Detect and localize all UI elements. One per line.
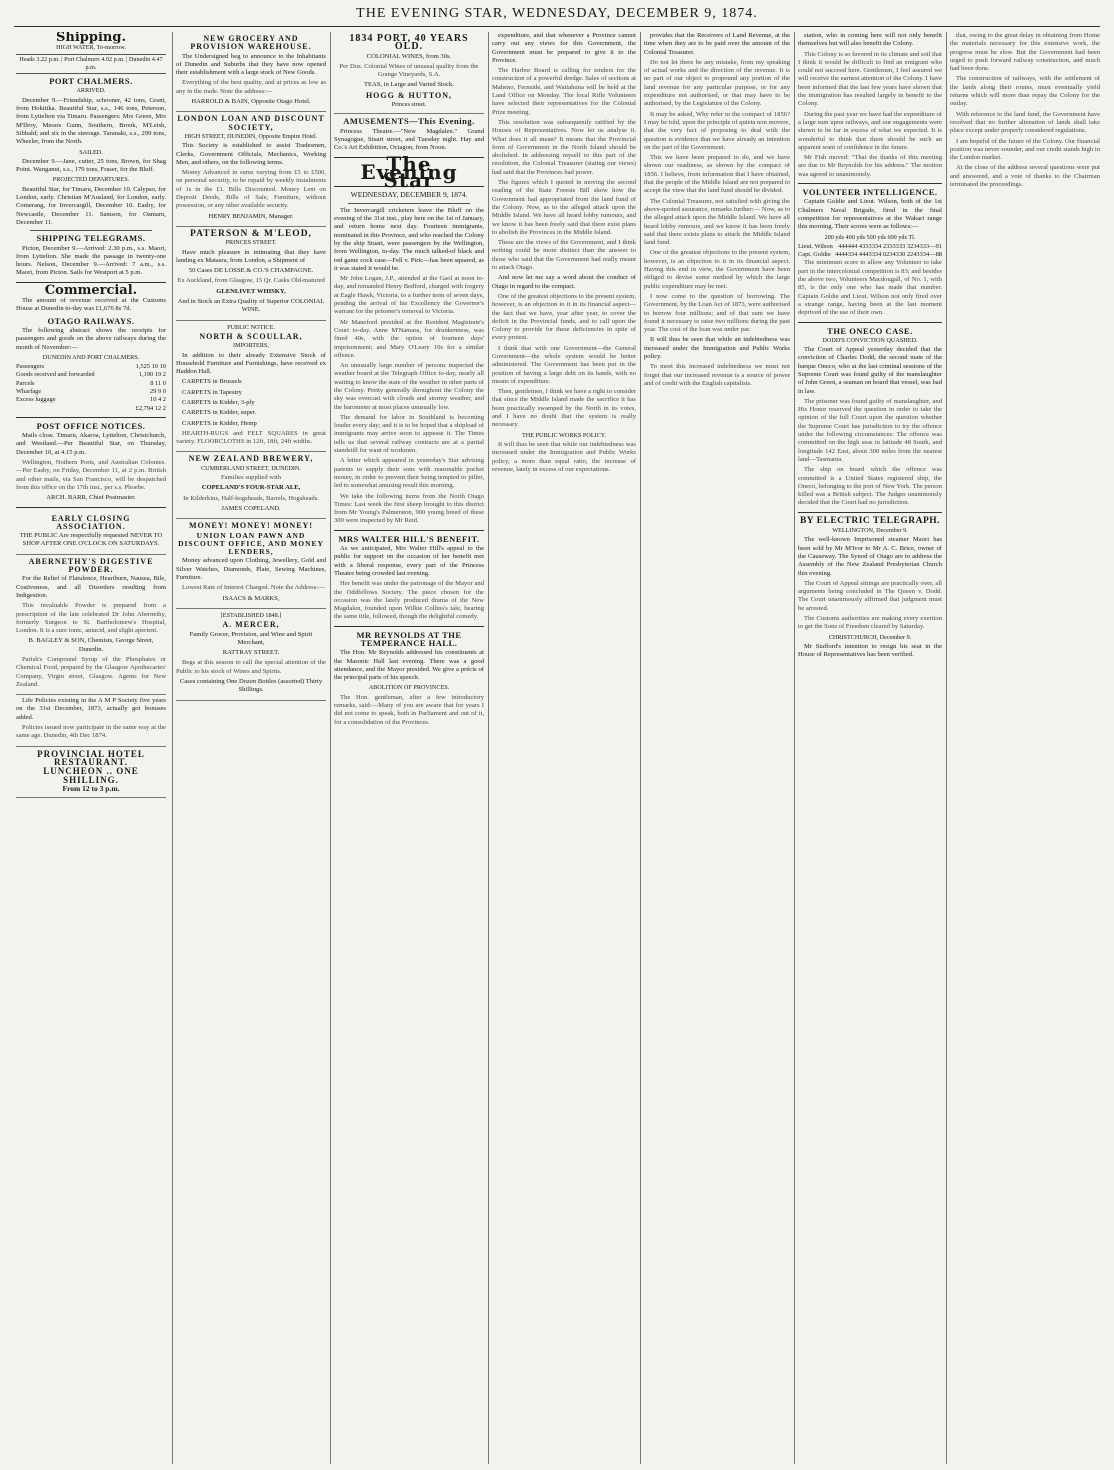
post-office-text: Mails close. Timaru, Akaroa, Lyttelton, Christchurch, and Westland.—Per Beautiful Star, on Thursday, December 10, at 4.15 p.m. <box>16 432 166 456</box>
railway-receipts-table <box>16 363 166 413</box>
otago-railways-text: The following abstract shows the receipts for passengers and goods on the above railways during the month of November:— <box>16 326 166 351</box>
oneco-subheading: DODD'S CONVICTION QUASHED. <box>822 336 918 344</box>
christchurch-dateline: CHRISTCHURCH, December 9. <box>828 633 912 641</box>
table-row: Parcels 8 11 0 <box>16 379 166 387</box>
reynolds-text: The Hon. Mr Reynolds addressed his constituents at the Masonic Hall last evening. There was a good attendance, and the Mayor presided. We give a précis of the principal parts of his speech. <box>334 649 484 682</box>
oneco-heading: THE ONECO CASE. <box>827 325 913 336</box>
port-chalmers-heading: PORT CHALMERS. <box>49 76 133 87</box>
ad-union-loan: MONEY! MONEY! MONEY! UNION LOAN PAWN AND DISCOUNT OFFICE, AND MONEY LENDERS, Money advanced upon Clothing, Jewellery, Gold and Silver Watches, Diamonds, Plate, Sewing Machines, Furniture. Lowest Rate of Interest Charged. Note the Address:— ISAACS & MARKS, <box>176 519 326 609</box>
table-row: Excess luggage 10 4 2 <box>16 396 166 404</box>
score-table <box>798 243 942 260</box>
column-speech-1: expenditure, and that whenever a Province cannot carry out any views for this Government, the Government must be prepared to give it to the Province. The Harbor Board is calling for tenders for the construction of a powerful dredge. Sales of sections at Maheno, Fernside, and Waitahuna will be held at the Land Office on Monday. The local Rifle Volunteers have selected their representatives for the Colonial Prize meeting. This resolution was subsequently ratified by the Houses of Representatives. Now let us analyse it. What does it all mean? It means that the Provincial form of Government in the North Island should be abolished. In addressing myself to this part of the resolution, the Colonial Treasurer (stating our views) had said that the Provinces had power. The figures which I quoted in moving the second reading of the State Forests Bill show how the Government had appropriated from the land fund of the Colony. Now, as to the alleged attack upon the Middle Island. We have all heard lobby rumours, and we know it has been freely said that there exist plans to abolish the Provinces in the Middle Island. These are the views of the Government, and I think nothing could be more distinct than the answer to those who said that the Government had really meant to attack Otago. And now let me say a word about the conduct of Otago in regard to the compact. One of the greatest objections to the present system, however, is an objection to it in its financial aspect—the fact that we have, year after year, to cover the deficit in the Provincial funds, and to call upon the Colony to provide for these deficiencies in spite of every protest. I think that with one Government—the General Government—the whole system would be better administered. The Government has been put in the position of having a large debt on its hands, with no means of expenditure. Then, gentlemen, I think we have a right to consider that since the Middle Island made the sacrifice it has been practically swamped by the North in its votes, and I have no doubt that the system is really necessary. THE PUBLIC WORKS POLICY. It will thus be seen that while our indebtedness was increased under the Immigration and Public Works policy, a more than equal ratio, the increase of revenue, lately in excess of our expectations. <box>492 32 636 473</box>
ad-mercer: [ESTABLISHED 1848.] A. MERCER, Family Grocer, Provision, and Wine and Spirit Merchant, RATTRAY STREET. Begs at this season to call the special attention of the Public to his stock of Wines and Spirits. Cases containing One Dozen Bottles (assorted) Thirty Shillings. <box>176 609 326 701</box>
amusements-heading: AMUSEMENTS—This Evening. <box>343 116 475 127</box>
column-rule <box>946 32 947 1464</box>
otago-section-heading: DUNEDIN AND PORT CHALMERS. <box>42 353 140 361</box>
arrived-heading: ARRIVED. <box>76 87 106 95</box>
masthead-rule <box>14 26 1100 27</box>
column-leader: 1834 PORT, 40 YEARS OLD. COLONIAL WINES, from 30s. Per Doz. Colonial Wines of unusual quality from the Grange Vineyards, S.A. TEAS, in Large and Varied Stock. HOGG & HUTTON, Princes street. AMUSEMENTS—This Evening. Princess Theatre.—"New Magdalen." Grand Synagogue, Stuart street, and Tuesday night. Hay and Co.'s Art Exhibition, Octagon, from Noon. The Evening Star WEDNESDAY, DECEMBER 9, 1874. The Invercargill cricketers leave the Bluff on the evening of the 31st inst., play here on the 1st of January, and return home next day. Fourteen immigrants, nominated in this Province, and who reached the Colony by the ship Stuart, were passengers by the Wellington, from Wellington, to-day. The much talked-of black and red game cock case—Fell v. Piric—has been squared, as it was stated it would be. Mr John Logan, J.P., attended at the Gaol at noon to-day, and remanded Henry Bedford, charged with forgery at Eagle Hawk, Victoria, to a further term of seven days, pending the arrival of his Excellency the Governor's warrant for the prisoner's removal to Victoria. Mr Maneford presided at the Resident Magistrate's Court to-day. Anne M'Namara, for drunkenness, was fined 40s, with the option of fourteen days' imprisonment; and Mary O'Leary 10s for a similar offence. An unusually large number of persons inspected the weather board at the Telegraph Office to-day, nearly all waiting to know the state of the weather in other parts of the Colony. Pretty generally throughout the Colony the sky was overcast with clouds and stormy weather, and the barometer at most places unusually low. The demand for labor in Southland is becoming louder every day; and it is to be hoped that a shipload of immigrants may arrive soon to appease it. The Times tells us that several railway contracts are at a partial standstill for want of workmen. A letter which appeared in yesterday's Star advising parents to supply their sons with reasonable pocket money, in order to prevent their being tempted to pilfer, led to somewhat amusing result this morning. We take the following items from the North Otago Times: Last week the first sheep brought to this district from Mr Young's Palmerston, 900 young breed of these 300 were inspected by Mr Reid. MRS WALTER HILL'S BENEFIT. As we anticipated, Mrs Walter Hill's appeal to the public for support on the occasion of her benefit met with a liberal response, every part of the Princess Theatre being crowded last evening. Her benefit was under the patronage of the Mayor and the Oddfellows Society. The piece chosen for the occasion was the lately produced drama of the New Magdalen, founded upon Wilkie Collins's tale, bearing the same title, followed, though the delightful comedy. MR REYNOLDS AT THE TEMPERANCE HALL. The Hon. Mr Reynolds addressed his constituents at the Masonic Hall last evening. There was a good attendance, and the Mayor presided. We give a précis of the principal parts of his speech. ABOLITION OF PROVINCES. The Hon. gentleman, after a few introductory remarks, said:—Many of you are aware that for years I did not come to speak, both in Parliament and out of it, for a consolidation of the Provinces. <box>334 33 484 726</box>
public-works-heading: THE PUBLIC WORKS POLICY. <box>522 431 606 439</box>
post-office-heading: POST OFFICE NOTICES. <box>36 420 146 431</box>
column-shipping: Shipping. HIGH WATER, To-morrow. Heads 3.22 p.m. | Port Chalmers 4.02 p.m. | Dunedin 4.47 p.m. PORT CHALMERS. ARRIVED. December 9.—Friendship, schooner, 42 tons, Grant, from Hokitika. Beautiful Star, s.s., 146 tons, Peterson, from Lyttelton via Timaru. Passengers: Mrs Green, Mrs M'Ilroy, Messrs Gunn, Southern, Brook, M'Leish, Sibbald; and six in the steerage. Taranaki, s.s., 299 tons, Wheeler, from the North. SAILED. December 9.—Jane, cutter, 25 tons, Brown, for Shag Point. Wanganui, s.s., 179 tons, Fraser, for the Bluff. PROJECTED DEPARTURES. Beautiful Star, for Timaru, December 10. Calypso, for London, early. Christian M'Ausland, for London, early. Comerang, for Invercargill, December 10. Easby, for Newcastle, December 11. Samson, for Oamaru, December 11. SHIPPING TELEGRAMS. Picton, December 9.—Arrived: 2.30 p.m., s.s. Maori, from Lyttelton. She made the passage in twenty-one hours. Nelson, December 9.—Arrived: 7 a.m., s.s. Maori, from Picton. Sails for Westport at 5 p.m. Commercial. The amount of revenue received at the Customs House at Dunedin to-day was £1,676 8s 7d. OTAGO RAILWAYS. The following abstract shows the receipts for passengers and goods on the above railways during the month of November:— DUNEDIN AND PORT CHALMERS. Passengers 1,525 10 10 Goods received and forwarded 1,190 19 2 Parcels 8 11 0 Wharfage 29 9 0 Excess luggage 10 4 2 £2,794 12 2 POST OFFICE NOTICES. Mails close. Timaru, Akaroa, Lyttelton, Christchurch, and Westland.—Per Beautiful Star, on Thursday, December 10, at 4.15 p.m. Wellington, Nothern Ports, and Australian Colonies.—Per Easby, on Friday, December 11, at 2 p.m. British and other mails, via San Francisco, will be despatched from this office on the 17th inst., per s.s. Phoebe. ARCH. BARR, Chief Postmaster. EARLY CLOSING ASSOCIATION. THE PUBLIC Are respectfully requested NEVER TO SHOP AFTER ONE O'CLOCK ON SATURDAYS. ABERNETHY'S DIGESTIVE POWDER. For the Relief of Flatulence, Heartburn, Nausea, Bile, Costiveness, and all Disorders resulting from Indigestion. This invaluable Powder is prepared from a prescription of the late celebrated Dr John Abernethy, formerly Surgeon to St. Bartholomew's Hospital, London. It is a sure tonic, antacid, and slight aperient. B. BAGLEY & SON, Chemists, George Street, Dunedin. Parish's Compound Syrup of the Phosphates or Chemical Food, prepared by the Glasgow Apothecaries' Company, Virgin street, Glasgow. Agents for New Zealand. Life Policies existing in the A M P Society five years on the 31st December, 1873, actually got bonuses added. Policies issued now participate in the same way at the same age. Dunedin, 4th Dec 1874. PROVINCIAL HOTEL RESTAURANT. LUNCHEON .. ONE SHILLING. From 12 to 3 p.m. <box>16 32 166 1464</box>
speech-text: expenditure, and that whenever a Province cannot carry out any views for this Government, the Government must be prepared to give it to the Province. <box>492 32 636 64</box>
telegrams-heading: SHIPPING TELEGRAMS. <box>36 233 146 244</box>
projected-heading: PROJECTED DEPARTURES. <box>52 176 130 184</box>
table-row: Lieut. Wilson 444444 4333334 2333333 3234333—91 <box>798 242 942 250</box>
telegraph-heading: BY ELECTRIC TELEGRAPH. <box>799 515 941 526</box>
column-rule <box>794 32 795 1464</box>
column-rule <box>640 32 641 1464</box>
ad-provincial-hotel: PROVINCIAL HOTEL RESTAURANT. LUNCHEON .. ONE SHILLING. From 12 to 3 p.m. <box>16 747 166 798</box>
ad-hogg-hutton: 1834 PORT, 40 YEARS OLD. COLONIAL WINES, from 30s. Per Doz. Colonial Wines of unusual quality from the Grange Vineyards, S.A. TEAS, in Large and Varied Stock. HOGG & HUTTON, Princes street. <box>334 32 484 114</box>
column-advertisements <box>176 32 326 1464</box>
ad-grocery: NEW GROCERY AND PROVISION WAREHOUSE. The Undersigned beg to announce to the Inhabitants of Dunedin and Suburbs that they have now opened their establishment with a large stock of New Goods. Everything of the best quality, and at prices as low as any in the trade. Note the address:— HARROLD & BAIN, Opposite Otago Hotel. <box>176 32 326 112</box>
table-row: Capt. Goldie 4444334 4443334 0234330 2243334—88 <box>798 251 942 259</box>
ad-london-loan: LONDON LOAN AND DISCOUNT SOCIETY, HIGH STREET, DUNEDIN, Opposite Empire Hotel. This Society is established to assist Tradesmen, Clerks, Government Officials, Mechanics, Working Men, and others, on the following terms. Money Advanced in sums varying from £5 to £500, on personal security, to be repaid by weekly instalments of 1s in the £1. Bills Discounted. Money Lent on Deposit Deeds, Bills of Sale, Furniture, without possession, or any other available security. HENRY BENJAMIN, Manager. <box>176 112 326 227</box>
abolition-heading: ABOLITION OF PROVINCES. <box>368 684 450 692</box>
sailed-text: December 9.—Jane, cutter, 25 tons, Brown, for Shag Point. Wanganui, s.s., 179 tons, Fraser, for the Bluff. <box>16 157 166 174</box>
volunteer-heading: VOLUNTEER INTELLIGENCE. <box>802 187 938 198</box>
leader-text: The Invercargill cricketers leave the Bluff on the evening of the 31st inst., play here on the 1st of January, and return home next day. Fourteen immigrants, nominated in this Province, and who reached the Colony by the ship Stuart, were passengers by the Wellington, from Wellington, to-day. The much talked-of black and red game cock case—Fell v. Piric—has been squared, as it was stated it would be. <box>334 206 484 272</box>
walter-hill-heading: MRS WALTER HILL'S BENEFIT. <box>338 533 480 544</box>
tide-times: Heads 3.22 p.m. | Port Chalmers 4.02 p.m. | Dunedin 4.47 p.m. <box>16 54 166 75</box>
commercial-text: The amount of revenue received at the Customs House at Dunedin to-day was £1,676 8s 7d. <box>16 297 166 313</box>
ad-north-scoullar: PUBLIC NOTICE. NORTH & SCOULLAR, IMPORTERS, In addition to their already Extensive Stock of Household Furniture and Furnishings, have received ex Haddon Hall. CARPETS in Brussels CARPETS in Tapestry CARPETS in Kidder, 3-ply CARPETS in Kidder, super. CARPETS in Kidder, Hemp HEARTH-RUGS and FELT SQUARES in great variety. FLOORCLOTHS in 12ft, 18ft, 24ft widths. <box>176 321 326 453</box>
ad-paterson: PATERSON & M'LEOD, PRINCES STREET. Have much pleasure in intimating that they have landing ex Matasra, from London, a Shipment of 50 Cases DE LOSSE & CO.'S CHAMPAGNE. Ex Auckland, from Glasgow, 15 Qr. Casks Old-matured GLENLIVET WHISKY, And in Stock an Extra Quality of Superior COLONIAL WINE. <box>176 227 326 321</box>
table-row: Passengers 1,525 10 10 <box>16 363 166 371</box>
shipping-heading: Shipping. <box>56 32 126 45</box>
speech-text-3: station, who in coming here will not only benefit themselves but will also benefit the Colony. <box>798 32 942 48</box>
column-rule <box>330 32 331 1464</box>
sailed-heading: SAILED. <box>79 148 103 156</box>
arrived-text: December 9.—Friendship, schooner, 42 tons, Grant, from Hokitika. Beautiful Star, s.s., 146 tons, Peterson, from Lyttelton via Timaru. Passengers: Mrs Green, Mrs M'Ilroy, Messrs Gunn, Southern, Brook, M'Leish, Sibbald; and six in the steerage. Taranaki, s.s., 299 tons, Wheeler, from the North. <box>16 96 166 146</box>
telegraph-text: The well-known Imprisoned steamer Maori has been sold by Mr M'Ivor to Mr A. C. Brice, owner of the Causeway. The Synod of Otago are to address the Assembly of the New Zealand Presbyterian Church this evening. <box>798 536 942 577</box>
projected-text: Beautiful Star, for Timaru, December 10. Calypso, for London, early. Christian M'Ausland, for London, early. Comerang, for Invercargill, December 10. Easby, for Newcastle, December 11. Samson, for Oamaru, December 11. <box>16 185 166 226</box>
remarks-text: And now let me say a word about the conduct of Otago in regard to the compact. <box>492 274 636 290</box>
finale-text: It will thus be seen that while an indebtedness was increased under the Immigration and Public Works policy. <box>644 336 790 360</box>
column-speech-2: provides that the Receivers of Land Revenue, at the time when they are to be paid over the amount of the Colonial Treasurer. Do not let there be any mistake, from my speaking of actual works and the direction of the revenue. It is no part of our object to propound any portion of the land revenue for any particular purpose, or for any expenditure not authorised, or that may have to be authorised, by the Legislature of the Colony. It may be asked, Why refer to the compact of 1856? I may be told, upon the principle of quieta non movere, that the very fact of proposing to deal with the question is evidence that we have already an intention on the part of the Government. This we have been prepared to do, and we have shown our readiness, as shown by the compact of 1856. I believe, from information that I have obtained, that the people of the Middle Island are not prepared to accept the view that the land fund should be divided. The Colonial Treasurer, not satisfied with giving the above-quoted assurance, remarks further:— Now, as to the alleged attack upon the Middle Island. We have all heard lobby rumours, and we know it has been freely said that there exists plans to attack the Middle Island land fund. One of the greatest objections to the present system, however, is an objection to it in its financial aspect. Having this end in view, the Government have been obliged to devise some method by which the large public expenditure may be met. I now come to the question of borrowing. The Government, by the Loan Act of 1873, were authorised to borrow four millions; and of that sum we have found it necessary to raise two millions during the past year. The cost of the loan was under par. It will thus be seen that while an indebtedness was increased under the Immigration and Public Works policy. To meet this increased indebtedness we must not forget that our increased revenue is a source of power and of credit with the English capitalists. <box>644 32 790 387</box>
high-water-heading: HIGH WATER, To-morrow. <box>56 44 126 52</box>
otago-railways-heading: OTAGO RAILWAYS. <box>47 315 135 326</box>
speech-text-2: provides that the Receivers of Land Revenue, at the time when they are to be paid over the amount of the Colonial Treasurer. <box>644 32 790 56</box>
reynolds-heading: MR REYNOLDS AT THE TEMPERANCE HALL. <box>356 629 462 648</box>
table-total: £2,794 12 2 <box>135 404 166 412</box>
telegrams-text: Picton, December 9.—Arrived: 2.30 p.m., s.s. Maori, from Lyttelton. She made the passage in twenty-one hours. Nelson, December 9.—Arrived: 7 a.m., s.s. Maori, from Picton. Sails for Westport at 5 p.m. <box>16 244 166 277</box>
score-columns: 200 yds 400 yds 500 yds 600 yds Tl. <box>824 233 916 241</box>
ad-life-policies: Life Policies existing in the A M P Society five years on the 31st December, 1873, actually got bonuses added. Policies issued now participate in the same way at the same age. Dunedin, 4th Dec 1874. <box>16 695 166 746</box>
issue-date: WEDNESDAY, DECEMBER 9, 1874. <box>350 190 468 200</box>
volunteer-text: Captain Goldie and Lieut. Wilson, both of the 1st Chalmers Naval Brigade, fired in the final competition for representatives at the Wakari range this morning. Their scores were as follows:— <box>798 198 942 231</box>
ad-brewery: NEW ZEALAND BREWERY, CUMBERLAND STREET, DUNEDIN. Families supplied with COPELAND'S FOUR-STAR ALE, In Kilderkins, Half-hogsheads, Barrels, Hogsheads. JAMES COPELAND. <box>176 452 326 519</box>
christchurch-text: Mr Stafford's intention to resign his seat in the House of Representatives has been verified. <box>798 642 942 659</box>
column-continuation: that, owing to the great delay in obtaining from Home the materials necessary for this extensive work, the progress must be slow. But the Government had been urged to push forward railway construction, and much had been done. The construction of railways, with the settlement of the lands along their routes, must eventually yield returns which will more than repay the Colony for the outlay. With reference to the land fund, the Government have resolved that no further alienation of lands shall take place except under properly considered regulations. I am hopeful of the future of the Colony. Our financial position was never sounder, and our credit stands high in the London market. At the close of the address several questions were put and answered, and a vote of thanks to the Chairman terminated the proceedings. <box>950 32 1100 189</box>
table-row: Goods received and forwarded 1,190 19 2 <box>16 371 166 379</box>
commercial-heading: Commercial. <box>44 282 138 298</box>
column-rule <box>172 32 173 1464</box>
postmaster-signature: ARCH. BARR, Chief Postmaster. <box>46 494 136 502</box>
column-rule <box>488 32 489 1464</box>
ad-abernethy: ABERNETHY'S DIGESTIVE POWDER. For the Relief of Flatulence, Heartburn, Nausea, Bile, Costiveness, and all Disorders resulting from Indigestion. This invaluable Powder is prepared from a prescription of the late celebrated Dr John Abernethy, formerly Surgeon to St. Bartholomew's Hospital, London. It is a sure tonic, antacid, and slight aperient. B. BAGLEY & SON, Chemists, George Street, Dunedin. Parish's Compound Syrup of the Phosphates or Chemical Food, prepared by the Glasgow Apothecaries' Company, Virgin street, Glasgow. Agents for New Zealand. <box>16 555 166 695</box>
masthead: THE EVENING STAR, WEDNESDAY, DECEMBER 9, 1874. <box>356 6 758 21</box>
oneco-text: The Court of Appeal yesterday decided that the conviction of Charles Dodd, the second mate of the barque Oneco, who at the last criminal sessions of the Supreme Court was found guilty of the manslaughter of John Green, a seaman on board that vessel, was bad in law. <box>798 346 942 395</box>
table-row: Wharfage 29 9 0 <box>16 387 166 395</box>
paper-title: The Evening Star <box>334 157 484 188</box>
amusements-text: Princess Theatre.—"New Magdalen." Grand Synagogue, Stuart street, and Tuesday night. Hay and Co.'s Art Exhibition, Octagon, from Noon. <box>334 127 484 152</box>
column-speech-3: station, who in coming here will not only benefit themselves but will also benefit the Colony. This Colony is so favored in its climate and soil that I think it would be difficult to find an emigrant who could not succeed here. Gentlemen, I feel assured we will receive the earnest attention of the Colony. I have been informed that the last few years have shown that the immigration has resulted largely in benefit to the Colony. During the past year we have had the expenditure of a large sum upon railways, and our engagements were shown to be far in excess of what we expected. It is wonderful to think that there should be such an apparent want of confidence in the future. Mr Fish moved: "That the thanks of this meeting are due to Mr Reynolds for his address." The motion was agreed to unanimously. VOLUNTEER INTELLIGENCE. Captain Goldie and Lieut. Wilson, both of the 1st Chalmers Naval Brigade, fired in the final competition for representatives at the Wakari range this morning. Their scores were as follows:— 200 yds 400 yds 500 yds 600 yds Tl. Lieut. Wilson 444444 4333334 2333333 3234333—91 Capt. Goldie 4444334 4443334 0234330 2243334—88 The minimum score to allow any Volunteer to take part in the intercolonial competition is 83; and besides the above two, Volunteers Macdougall, of No. 1, with 85, is the only one who has made that number. Captain Goldie and Lieut. Wilson not only fired over a strange range, having been at the last moment deprived of the use of their own. THE ONECO CASE. DODD'S CONVICTION QUASHED. The Court of Appeal yesterday decided that the conviction of Charles Dodd, the second mate of the barque Oneco, who at the last criminal sessions of the Supreme Court was found guilty of the manslaughter of John Green, a seaman on board that vessel, was bad in law. The prisoner was found guilty of manslaughter, and His Honor reserved the question in order to take the opinion of the full Court upon the question whether the Supreme Court has jurisdiction to try the offence under the following circumstances: The offence was committed on the high seas in latitude 48 South, and longitude 142 East, about 300 miles from the nearest land—Tasmania. The ship on board which the offence was committed is a United States registered ship, the Oneco, belonging to the port of New York. The person killed was a British subject. The Judges unanimously decided that the Court had no jurisdiction. BY ELECTRIC TELEGRAPH. WELLINGTON, December 9. The well-known Imprisoned steamer Maori has been sold by Mr M'Ivor to Mr A. C. Brice, owner of the Causeway. The Synod of Otago are to address the Assembly of the New Zealand Presbyterian Church this evening. The Court of Appeal sittings are practically over, all arguments being concluded in The Queen v. Dodd. The Court unanimously affirmed that judgment must be arrested. The Customs authorities are making every exertion to get the Sons of Freedom cleared by Saturday. CHRISTCHURCH, December 9. Mr Stafford's intention to resign his seat in the House of Representatives has been verified. <box>798 32 942 659</box>
wellington-dateline: WELLINGTON, December 9. <box>832 527 908 535</box>
ad-early-closing: EARLY CLOSING ASSOCIATION. THE PUBLIC Are respectfully requested NEVER TO SHOP AFTER ONE O'CLOCK ON SATURDAYS. <box>16 512 166 555</box>
walter-hill-text: As we anticipated, Mrs Walter Hill's appeal to the public for support on the occasion of her benefit met with a liberal response, every part of the Princess Theatre being crowded last evening. <box>334 545 484 577</box>
